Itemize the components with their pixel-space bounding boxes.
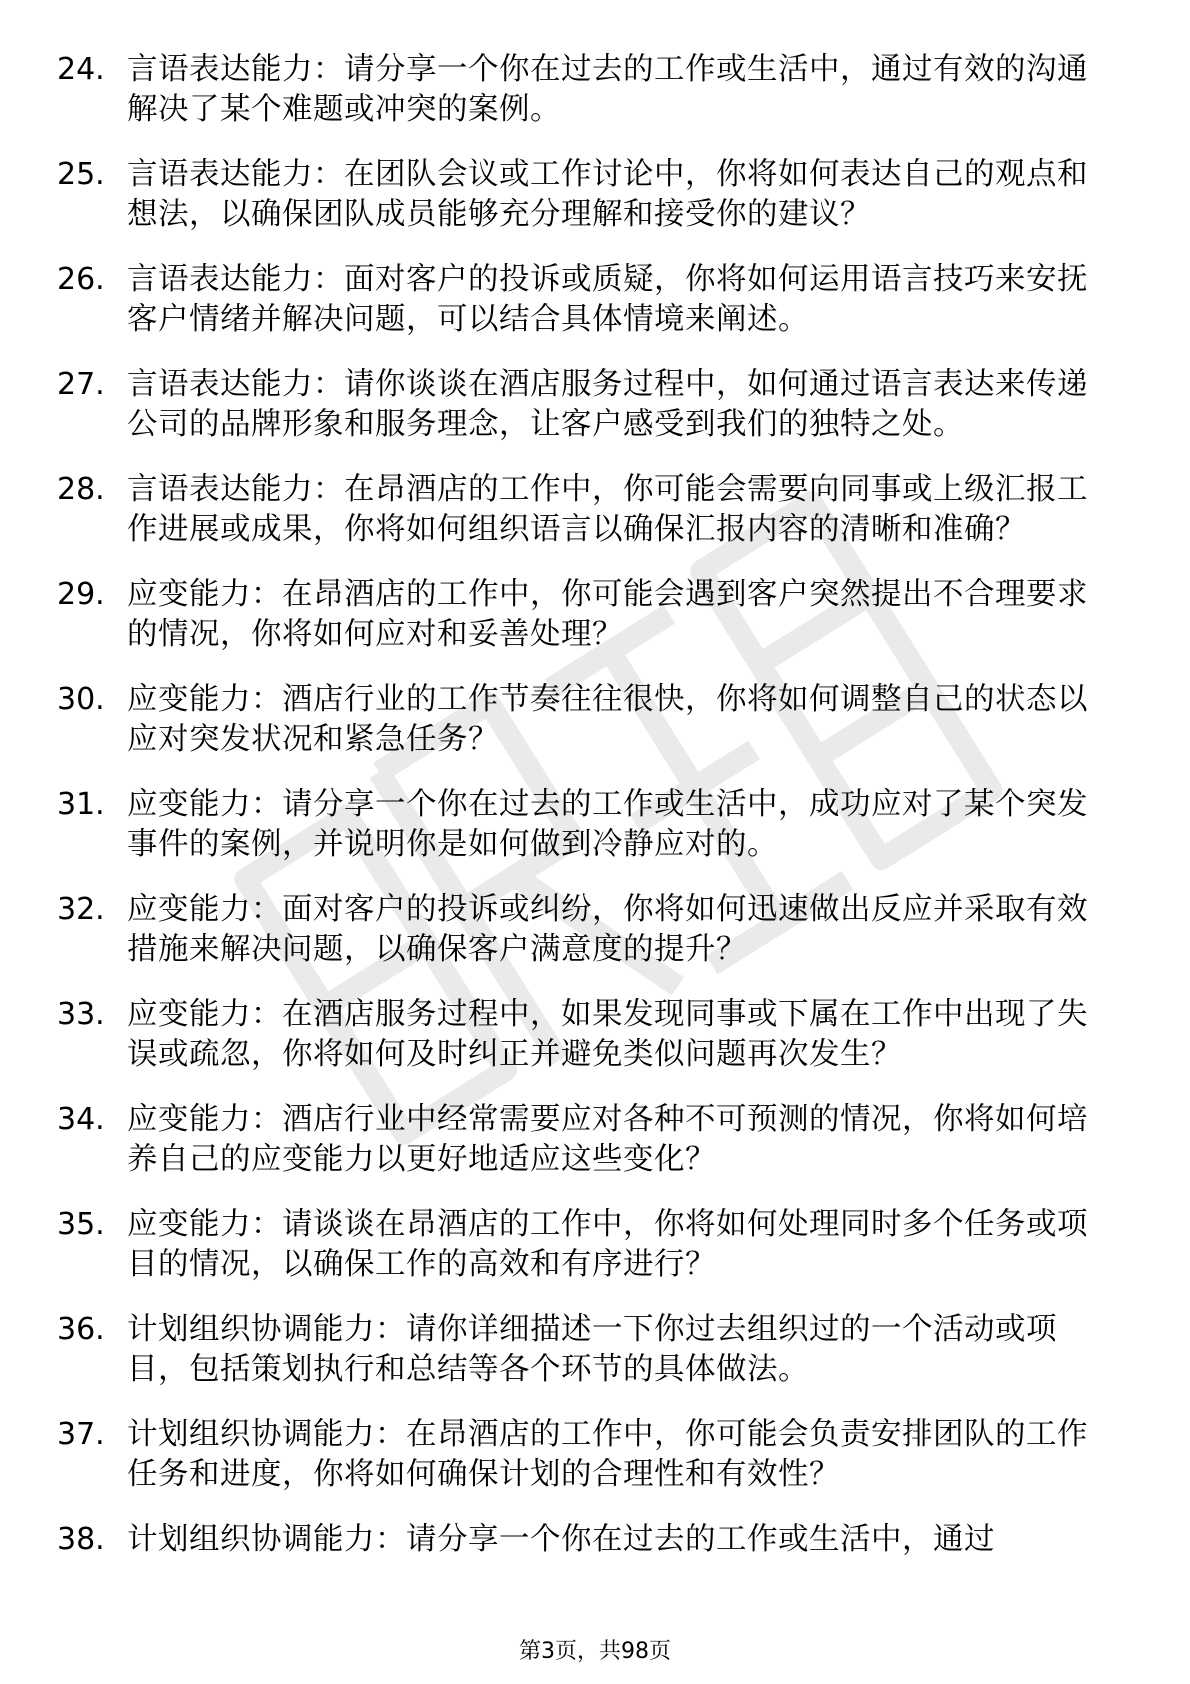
question-number: 26.: [57, 262, 105, 297]
list-item: [0, 890, 1190, 970]
question-text: 计划组织协调能力：在昂酒店的工作中，你可能会负责安排团队的工作任务和进度，你将如何确保计划的合理性和有效性？: [127, 1417, 1088, 1492]
question-number: 27.: [57, 367, 105, 402]
list-item: [0, 995, 1190, 1075]
list-item: [0, 680, 1190, 760]
question-number: 24.: [57, 52, 105, 87]
question-number: 35.: [57, 1207, 105, 1242]
question-number: 38.: [57, 1522, 105, 1557]
list-item: [0, 785, 1190, 865]
question-number: 37.: [57, 1417, 105, 1452]
question-text: 言语表达能力：请分享一个你在过去的工作或生活中，通过有效的沟通解决了某个难题或冲突的案例。: [127, 52, 1088, 127]
list-item: [0, 1415, 1190, 1495]
question-text: 应变能力：在昂酒店的工作中，你可能会遇到客户突然提出不合理要求的情况，你将如何应对和妥善处理？: [127, 577, 1088, 652]
list-item: [0, 470, 1190, 550]
question-number: 32.: [57, 892, 105, 927]
list-item: [0, 260, 1190, 340]
question-text: 言语表达能力：面对客户的投诉或质疑，你将如何运用语言技巧来安抚客户情绪并解决问题，可以结合具体情境来阐述。: [127, 262, 1088, 337]
question-number: 34.: [57, 1102, 105, 1137]
list-item: [0, 50, 1190, 130]
list-item: [0, 1205, 1190, 1285]
page-footer: 第3页，共98页: [519, 1639, 671, 1664]
question-text: 应变能力：请谈谈在昂酒店的工作中，你将如何处理同时多个任务或项目的情况，以确保工作的高效和有序进行？: [127, 1207, 1088, 1282]
question-list: [0, 50, 1190, 1585]
question-text: 应变能力：在酒店服务过程中，如果发现同事或下属在工作中出现了失误或疏忽，你将如何及时纠正并避免类似问题再次发生？: [127, 997, 1088, 1072]
question-number: 36.: [57, 1312, 105, 1347]
list-item: [0, 1310, 1190, 1390]
question-number: 30.: [57, 682, 105, 717]
question-number: 25.: [57, 157, 105, 192]
question-text: 应变能力：面对客户的投诉或纠纷，你将如何迅速做出反应并采取有效措施来解决问题，以确保客户满意度的提升？: [127, 892, 1088, 967]
question-text: 应变能力：酒店行业中经常需要应对各种不可预测的情况，你将如何培养自己的应变能力以更好地适应这些变化？: [127, 1102, 1088, 1177]
question-number: 28.: [57, 472, 105, 507]
question-text: 应变能力：请分享一个你在过去的工作或生活中，成功应对了某个突发事件的案例，并说明你是如何做到冷静应对的。: [127, 787, 1088, 862]
question-text: 计划组织协调能力：请你详细描述一下你过去组织过的一个活动或项目，包括策划执行和总结等各个环节的具体做法。: [127, 1312, 1057, 1387]
question-number: 31.: [57, 787, 105, 822]
list-item: [0, 365, 1190, 445]
list-item: [0, 155, 1190, 235]
list-item: [0, 575, 1190, 655]
question-text: 计划组织协调能力：请分享一个你在过去的工作或生活中，通过: [127, 1522, 995, 1557]
question-number: 33.: [57, 997, 105, 1032]
list-item: [0, 1520, 1190, 1560]
question-text: 应变能力：酒店行业的工作节奏往往很快，你将如何调整自己的状态以应对突发状况和紧急任务？: [127, 682, 1088, 757]
question-text: 言语表达能力：请你谈谈在酒店服务过程中，如何通过语言表达来传递公司的品牌形象和服务理念，让客户感受到我们的独特之处。: [127, 367, 1088, 442]
list-item: [0, 1100, 1190, 1180]
question-number: 29.: [57, 577, 105, 612]
question-text: 言语表达能力：在团队会议或工作讨论中，你将如何表达自己的观点和想法，以确保团队成员能够充分理解和接受你的建议？: [127, 157, 1088, 232]
question-text: 言语表达能力：在昂酒店的工作中，你可能会需要向同事或上级汇报工作进展或成果，你将如何组织语言以确保汇报内容的清晰和准确？: [127, 472, 1088, 547]
